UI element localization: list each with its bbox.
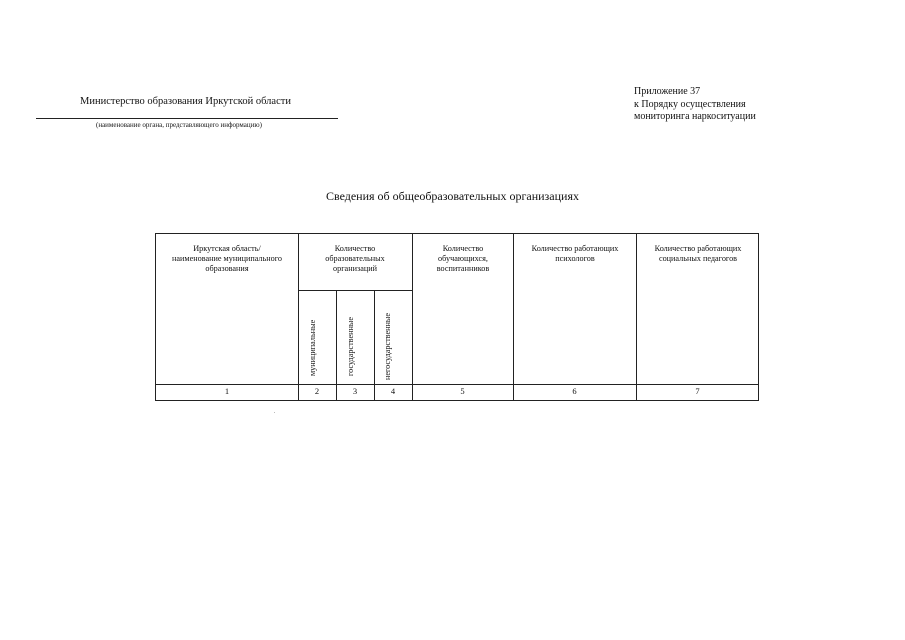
col-number-3: 3 — [352, 386, 358, 396]
header-org-count-line-1: Количество — [334, 244, 376, 253]
header-psychologists — [514, 244, 636, 264]
header-org-count-line-3: организаций — [333, 264, 377, 273]
appendix-line-1: Приложение 37 — [634, 86, 701, 97]
header-psychologists-line-2: психологов — [555, 254, 595, 263]
col-number-4: 4 — [390, 386, 396, 396]
header-region-line-3: образования — [205, 264, 249, 273]
ministry-name: Министерство образования Иркутской области — [80, 96, 291, 107]
signature-line — [36, 118, 338, 119]
subheader-municipal: муниципальные — [308, 319, 317, 376]
header-social-teachers-line-2: социальных педагогов — [658, 254, 738, 263]
subheader-divider — [298, 290, 412, 291]
header-org-count-line-2: образовательных — [325, 254, 385, 263]
appendix-note — [634, 86, 756, 124]
organizations-table — [155, 233, 759, 401]
header-students-line-2: обучающихся, — [438, 254, 488, 263]
document-title: Сведения об общеобразовательных организациях — [325, 189, 579, 203]
subheader-state: государственные — [346, 316, 355, 376]
numbers-row-divider — [156, 384, 758, 385]
header-region-line-2: наименование муниципального — [172, 254, 282, 263]
col-number-5: 5 — [460, 386, 465, 396]
header-social-teachers — [637, 244, 759, 264]
col-number-7: 7 — [695, 386, 700, 396]
header-region — [156, 244, 298, 274]
ministry-caption: (наименование органа, представляющего информацию) — [96, 121, 262, 129]
scan-speck — [274, 412, 275, 413]
appendix-line-3: мониторинга наркоситуации — [634, 111, 756, 122]
header-psychologists-line-1: Количество работающих — [531, 244, 619, 253]
col-number-2: 2 — [314, 386, 320, 396]
col-number-6: 6 — [572, 386, 577, 396]
appendix-line-2: к Порядку осуществления — [634, 98, 746, 110]
header-students-line-1: Количество — [442, 244, 484, 253]
subheader-nonstate: негосударственные — [383, 312, 392, 380]
header-students — [413, 244, 513, 274]
col-number-1: 1 — [224, 386, 230, 396]
header-social-teachers-line-1: Количество работающих — [654, 244, 742, 253]
header-students-line-3: воспитанников — [436, 264, 490, 273]
header-org-count — [298, 244, 412, 274]
header-region-line-1: Иркутская область/ — [193, 244, 261, 253]
